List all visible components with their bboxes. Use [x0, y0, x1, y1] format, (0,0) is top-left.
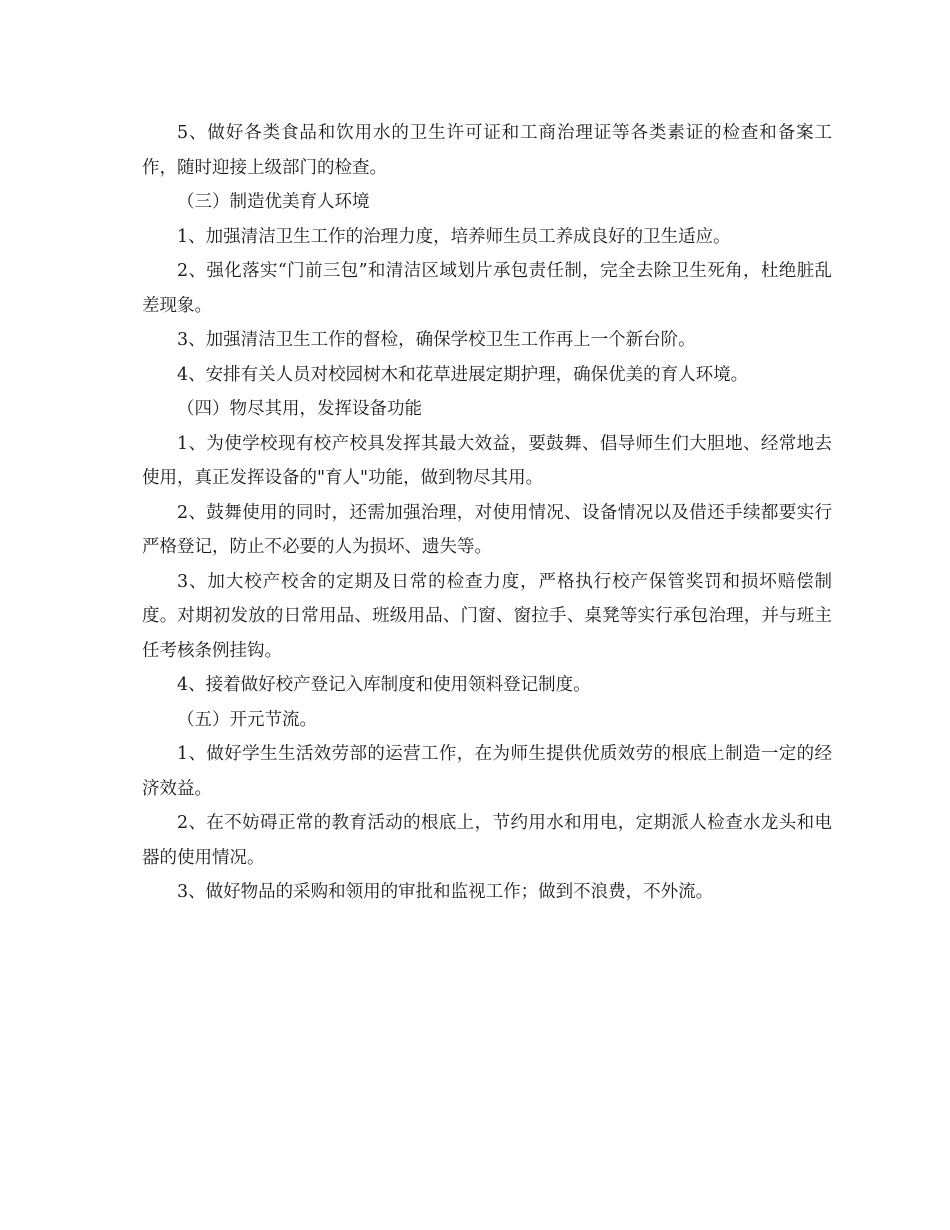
paragraph-item-3-inspection: 3、加强清洁卫生工作的督检，确保学校卫生工作再上一个新台阶。 [177, 330, 696, 350]
document-body [142, 116, 832, 910]
paragraph-item-3-asset-checks: 3、加大校产校舍的定期及日常的检查力度，严格执行校产保管奖罚和损坏赔偿制度。对期初发放的日常用品、班级用品、门窗、窗拉手、桌凳等实行承包治理，并与班主任考核条例挂钩。 [142, 571, 832, 661]
paragraph-item-1-service-dept: 1、做好学生生活效劳部的运营工作，在为师生提供优质效劳的根底上制造一定的经济效益。 [142, 744, 832, 799]
section-heading-5: （五）开元节流。 [177, 709, 317, 730]
paragraph-item-3-procurement: 3、做好物品的采购和领用的审批和监视工作；做到不浪费，不外流。 [177, 882, 714, 902]
paragraph-item-2-registration: 2、鼓舞使用的同时，还需加强治理，对使用情况、设备情况以及借还手续都要实行严格登记，防止不必要的人为损坏、遗失等。 [142, 502, 832, 557]
paragraph-item-2-responsibility: 2、强化落实“门前三包”和清洁区域划片承包责任制，完全去除卫生死角，杜绝脏乱差现象。 [142, 261, 832, 316]
paragraph-item-4-inventory: 4、接着做好校产登记入库制度和使用领料登记制度。 [177, 675, 591, 695]
section-heading-3: （三）制造优美育人环境 [177, 192, 370, 212]
paragraph-item-1-equipment-use: 1、为使学校现有校产校具发挥其最大效益，要鼓舞、倡导师生们大胆地、经常地去使用，真正发挥设备的"育人"功能，做到物尽其用。 [142, 433, 832, 488]
paragraph-item-5-filing: 5、做好各类食品和饮用水的卫生许可证和工商治理证等各类素证的检查和备案工作，随时迎接上级部门的检查。 [142, 123, 832, 178]
paragraph-item-1-cleaning: 1、加强清洁卫生工作的治理力度，培养师生员工养成良好的卫生适应。 [177, 226, 731, 247]
paragraph-item-4-greening: 4、安排有关人员对校园树木和花草进展定期护理，确保优美的育人环境。 [177, 364, 749, 385]
paragraph-item-2-saving: 2、在不妨碍正常的教育活动的根底上，节约用水和用电，定期派人检查水龙头和电器的使用情况。 [142, 813, 832, 868]
section-heading-4: （四）物尽其用，发挥设备功能 [177, 399, 422, 419]
